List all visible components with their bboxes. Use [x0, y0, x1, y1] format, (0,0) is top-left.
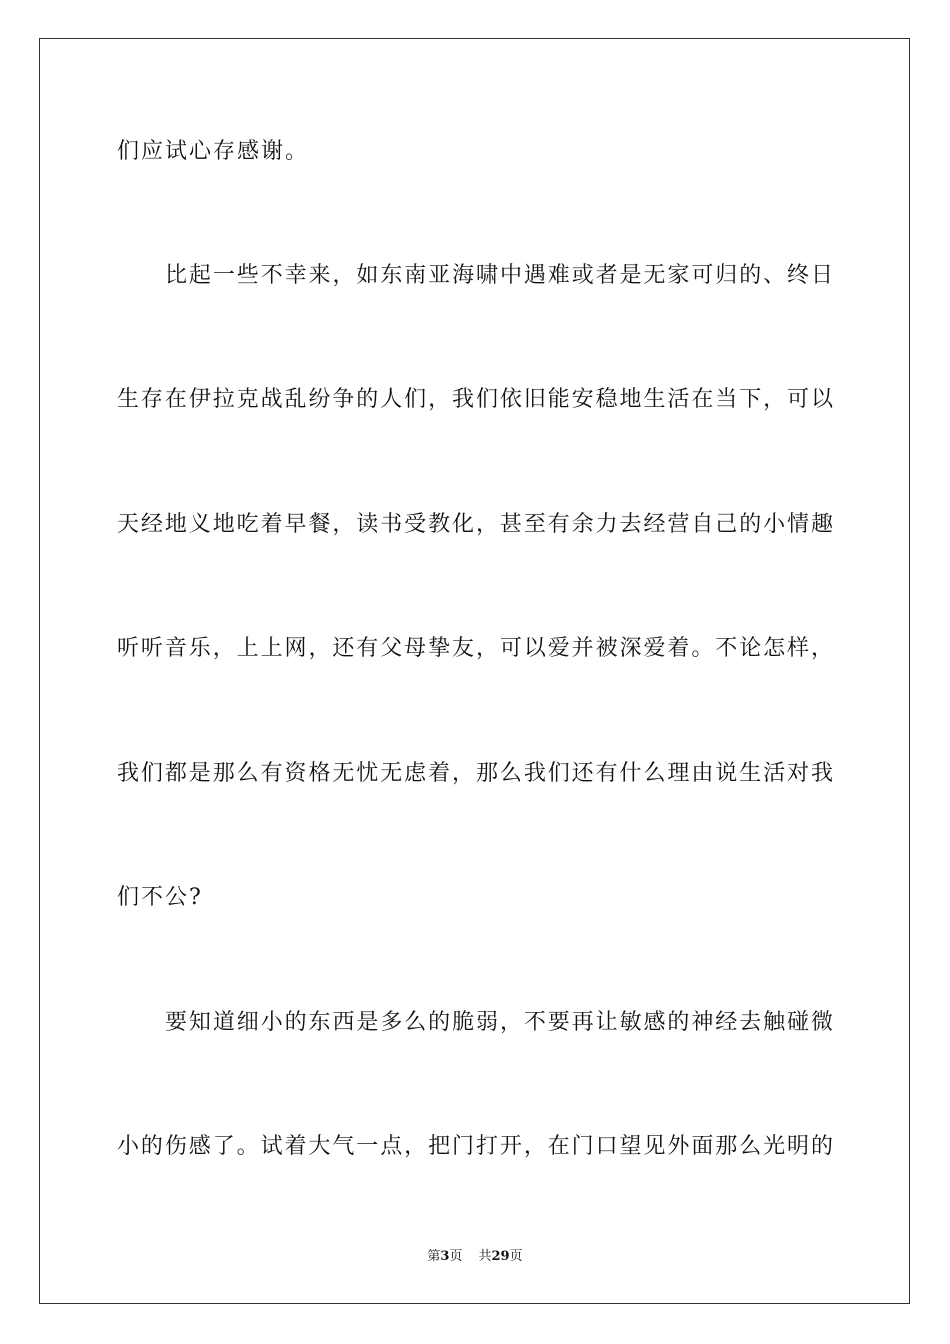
- paragraph-line: 们应试心存感谢。: [117, 139, 310, 164]
- total-prefix: 共: [478, 1249, 492, 1264]
- page-prefix: 第: [427, 1249, 441, 1264]
- page-border: [39, 38, 910, 1304]
- paragraph-line: 比起一些不幸来，如东南亚海啸中遇难或者是无家可归的、终日: [165, 263, 833, 288]
- paragraph-line: 生存在伊拉克战乱纷争的人们，我们依旧能安稳地生活在当下，可以: [117, 387, 833, 412]
- paragraph-line: 天经地义地吃着早餐，读书受教化，甚至有余力去经营自己的小情趣: [117, 512, 833, 537]
- total-pages-number: 29: [491, 1249, 510, 1264]
- page-suffix: 页: [449, 1249, 463, 1264]
- page-footer: [0, 1248, 950, 1266]
- paragraph-line: 们不公?: [117, 885, 203, 910]
- current-page-number: 3: [440, 1249, 450, 1264]
- paragraph-line: 小的伤感了。试着大气一点，把门打开，在门口望见外面那么光明的: [117, 1134, 833, 1159]
- paragraph-line: 听听音乐，上上网，还有父母挚友，可以爱并被深爱着。不论怎样，: [117, 636, 833, 661]
- total-suffix: 页: [509, 1249, 523, 1264]
- paragraph-line: 我们都是那么有资格无忧无虑着，那么我们还有什么理由说生活对我: [117, 761, 833, 786]
- paragraph-line: 要知道细小的东西是多么的脆弱，不要再让敏感的神经去触碰微: [165, 1010, 833, 1035]
